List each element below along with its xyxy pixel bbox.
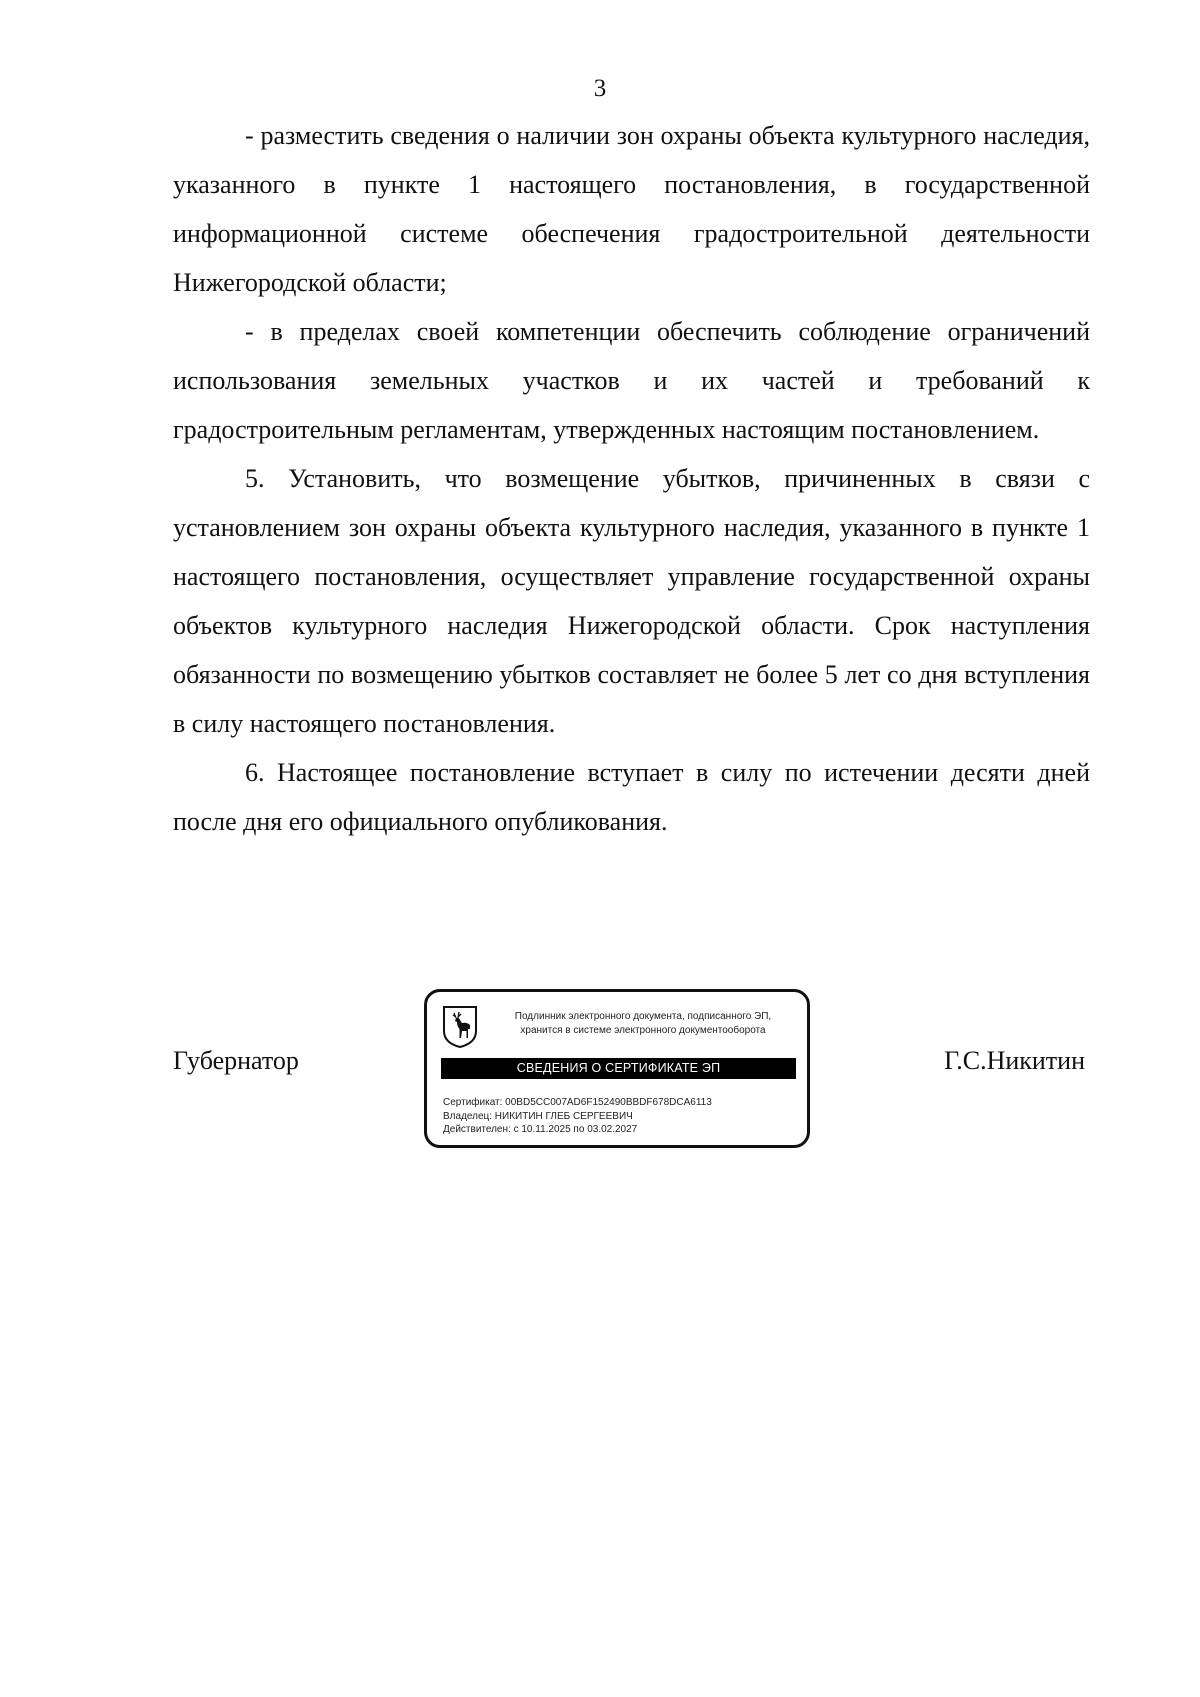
paragraph-clause-6: 6. Настоящее постановление вступает в силу по истечении десяти дней после дня его официального опубликования. [173,758,1090,836]
document-body [173,111,1090,846]
stamp-notice [487,1010,799,1038]
signer-position: Губернатор [173,1046,299,1075]
stamp-notice-line-2: хранится в системе электронного документооборота [520,1025,766,1036]
paragraph-clause-5: 5. Установить, что возмещение убытков, причиненных в связи с установлением зон охраны объекта культурного наследия, указанного в пункте 1 настоящего постановления, осуществляет управление государственной охраны объектов культурного наследия Нижегородской области. Срок наступления обязанности по возмещению убытков составляет не более 5 лет со дня вступления в силу настоящего постановления. [173,464,1090,738]
certificate-validity: Действителен: с 10.11.2025 по 03.02.2027 [443,1124,638,1135]
signer-name: Г.С.Никитин [944,1046,1085,1075]
electronic-signature-stamp [424,989,810,1148]
deer-coat-of-arms-icon [442,1005,478,1049]
stamp-notice-line-1: Подлинник электронного документа, подписанного ЭП, [514,1011,772,1022]
certificate-owner: Владелец: НИКИТИН ГЛЕБ СЕРГЕЕВИЧ [443,1110,633,1122]
certificate-details [443,1096,712,1137]
page-number: 3 [593,75,607,102]
certificate-banner: СВЕДЕНИЯ О СЕРТИФИКАТЕ ЭП [441,1058,796,1079]
certificate-number: Сертификат: 00BD5CC007AD6F152490BBDF678DCA6113 [443,1097,712,1108]
paragraph-compliance: - в пределах своей компетенции обеспечить соблюдение ограничений использования земельных участков и их частей и требований к градостроительным регламентам, утвержденных настоящим постановлением. [173,317,1090,444]
paragraph-gis-info: - разместить сведения о наличии зон охраны объекта культурного наследия, указанного в пункте 1 настоящего постановления, в государственной информационной системе обеспечения градостроительной деятельности Нижегородской области; [173,121,1090,297]
